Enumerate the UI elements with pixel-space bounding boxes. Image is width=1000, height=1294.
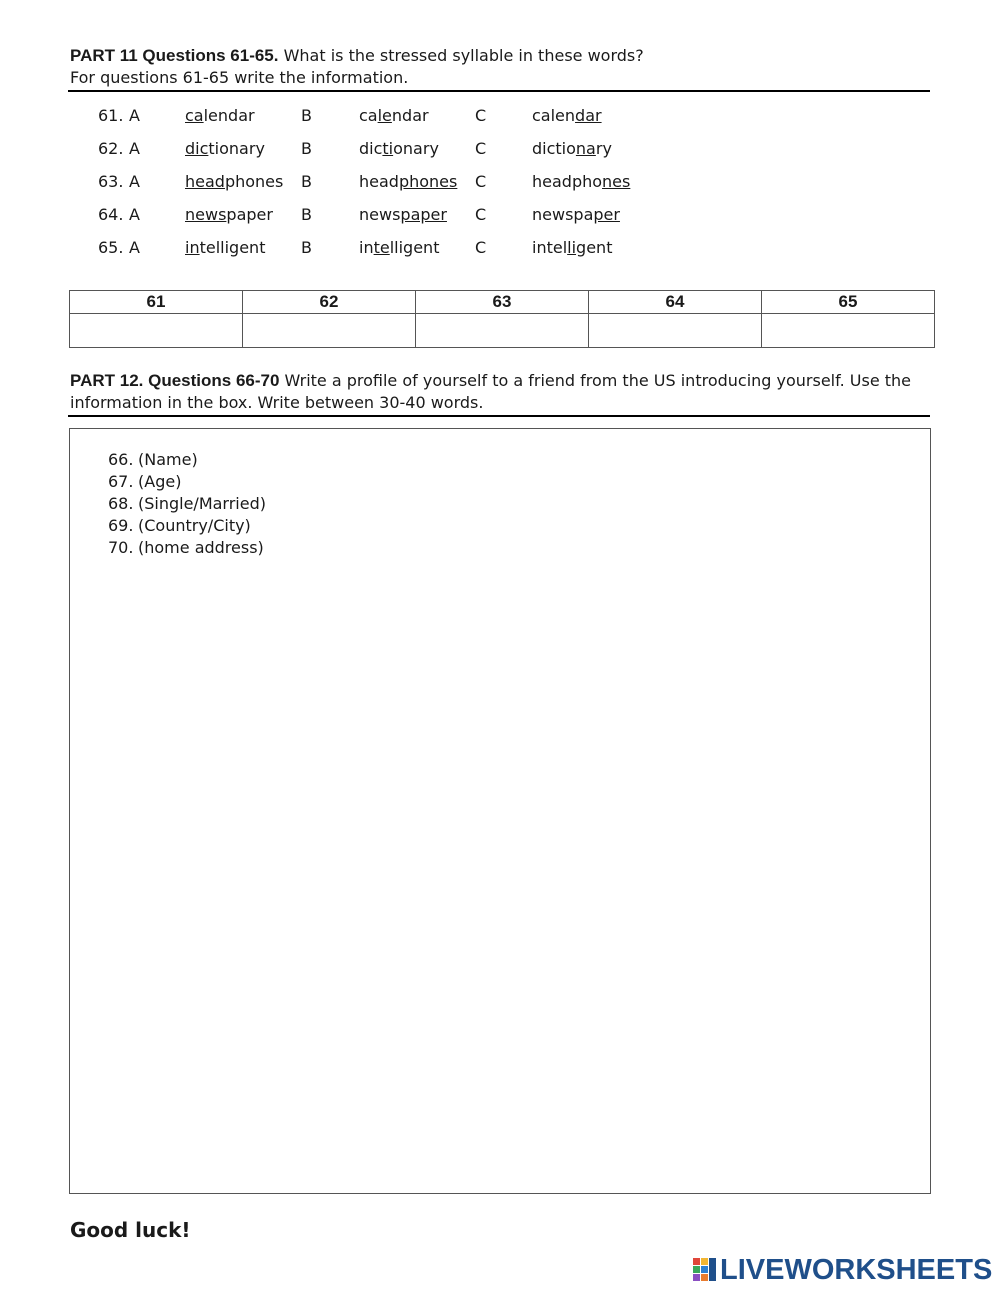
word-part: ry <box>595 139 612 158</box>
option-label-c: C <box>475 139 487 158</box>
stressed-syllable: per <box>593 205 620 224</box>
stressed-syllable: te <box>373 238 390 257</box>
stressed-syllable: phones <box>398 172 458 191</box>
stressed-syllable: na <box>575 139 596 158</box>
option-label-b: B <box>301 205 312 224</box>
option-word-c[interactable] <box>532 170 630 194</box>
stressed-syllable: head <box>185 172 225 191</box>
profile-item-label: (Age) <box>138 472 182 491</box>
part11-rule <box>68 90 930 92</box>
word-part: onary <box>393 139 439 158</box>
part11-instruction2: For questions 61-65 write the information. <box>70 68 409 87</box>
part11-instruction: What is the stressed syllable in these words? <box>283 46 644 65</box>
option-word-a[interactable] <box>185 203 273 227</box>
profile-item-number: 69. <box>108 516 134 535</box>
option-label-a: A <box>129 205 140 224</box>
word-part: ca <box>359 106 378 125</box>
question-number: 64. <box>98 205 124 224</box>
question-number: 65. <box>98 238 124 257</box>
option-word-c[interactable] <box>532 203 620 227</box>
word-part: telligent <box>199 238 266 257</box>
profile-item-number: 67. <box>108 472 134 491</box>
answer-table-input-row <box>70 314 935 348</box>
profile-item-number: 70. <box>108 538 134 557</box>
profile-item-label: (home address) <box>138 538 264 557</box>
profile-item-label: (Name) <box>138 450 198 469</box>
word-part: gent <box>576 238 613 257</box>
profile-item-label: (Country/City) <box>138 516 251 535</box>
profile-item-number: 66. <box>108 450 134 469</box>
word-part: paper <box>226 205 273 224</box>
option-word-c[interactable] <box>532 137 612 161</box>
part12-instruction2: information in the box. Write between 30-40 words. <box>70 393 484 412</box>
stressed-syllable: dic <box>185 139 209 158</box>
part12-heading <box>70 370 930 414</box>
profile-item <box>108 493 266 515</box>
answer-header: 65 <box>762 291 935 314</box>
part12-title: PART 12. Questions 66-70 <box>70 371 280 390</box>
profile-item <box>108 537 264 559</box>
answer-input-61[interactable] <box>70 314 243 348</box>
word-part: news <box>359 205 401 224</box>
answer-table <box>69 290 935 348</box>
option-word-b[interactable] <box>359 104 429 128</box>
stressed-syllable: nes <box>602 172 631 191</box>
question-number: 61. <box>98 106 124 125</box>
part12-instruction: Write a profile of yourself to a friend from the US introducing yourself. Use the <box>284 371 911 390</box>
option-label-a: A <box>129 106 140 125</box>
profile-item-label: (Single/Married) <box>138 494 266 513</box>
stressed-syllable: news <box>185 205 227 224</box>
answer-input-62[interactable] <box>243 314 416 348</box>
word-part: newspa <box>532 205 594 224</box>
profile-item <box>108 471 181 493</box>
word-part: lendar <box>203 106 255 125</box>
answer-table-header-row <box>70 291 935 314</box>
option-word-a[interactable] <box>185 137 265 161</box>
option-label-a: A <box>129 238 140 257</box>
stressed-syllable: in <box>185 238 200 257</box>
option-word-a[interactable] <box>185 236 265 260</box>
word-part: calen <box>532 106 576 125</box>
answer-input-64[interactable] <box>589 314 762 348</box>
liveworksheets-logo <box>692 1254 992 1286</box>
question-number: 62. <box>98 139 124 158</box>
stressed-syllable: ca <box>185 106 204 125</box>
part11-title: PART 11 Questions 61-65. <box>70 46 279 65</box>
liveworksheets-logo-icon <box>692 1257 718 1283</box>
option-label-b: B <box>301 139 312 158</box>
word-part: phones <box>224 172 284 191</box>
part12-rule <box>68 415 930 417</box>
word-part: headpho <box>532 172 603 191</box>
word-part: in <box>359 238 374 257</box>
answer-header: 64 <box>589 291 762 314</box>
stressed-syllable: ti <box>382 139 394 158</box>
option-label-a: A <box>129 139 140 158</box>
option-label-c: C <box>475 172 487 191</box>
option-word-a[interactable] <box>185 104 255 128</box>
option-word-b[interactable] <box>359 170 457 194</box>
logo-text: LIVEWORKSHEETS <box>720 1253 993 1286</box>
option-label-b: B <box>301 106 312 125</box>
option-word-b[interactable] <box>359 203 447 227</box>
stressed-syllable: dar <box>575 106 602 125</box>
word-part: dic <box>359 139 383 158</box>
option-word-c[interactable] <box>532 104 602 128</box>
option-word-b[interactable] <box>359 236 439 260</box>
word-part: intel <box>532 238 568 257</box>
answer-header: 62 <box>243 291 416 314</box>
word-part: lligent <box>389 238 440 257</box>
option-label-c: C <box>475 238 487 257</box>
part11-heading <box>70 45 930 89</box>
stressed-syllable: li <box>567 238 577 257</box>
option-label-a: A <box>129 172 140 191</box>
option-label-b: B <box>301 238 312 257</box>
option-word-c[interactable] <box>532 236 612 260</box>
option-label-c: C <box>475 106 487 125</box>
question-number: 63. <box>98 172 124 191</box>
answer-header: 63 <box>416 291 589 314</box>
word-part: dictio <box>532 139 576 158</box>
stressed-syllable: le <box>377 106 392 125</box>
word-part: head <box>359 172 399 191</box>
word-part: ndar <box>391 106 429 125</box>
answer-input-65[interactable] <box>762 314 935 348</box>
word-part: tionary <box>208 139 265 158</box>
option-label-b: B <box>301 172 312 191</box>
option-label-c: C <box>475 205 487 224</box>
option-word-a[interactable] <box>185 170 283 194</box>
stressed-syllable: paper <box>400 205 447 224</box>
profile-item <box>108 515 251 537</box>
profile-item <box>108 449 198 471</box>
profile-item-number: 68. <box>108 494 134 513</box>
option-word-b[interactable] <box>359 137 439 161</box>
answer-input-63[interactable] <box>416 314 589 348</box>
answer-header: 61 <box>70 291 243 314</box>
good-luck-text: Good luck! <box>70 1218 191 1242</box>
